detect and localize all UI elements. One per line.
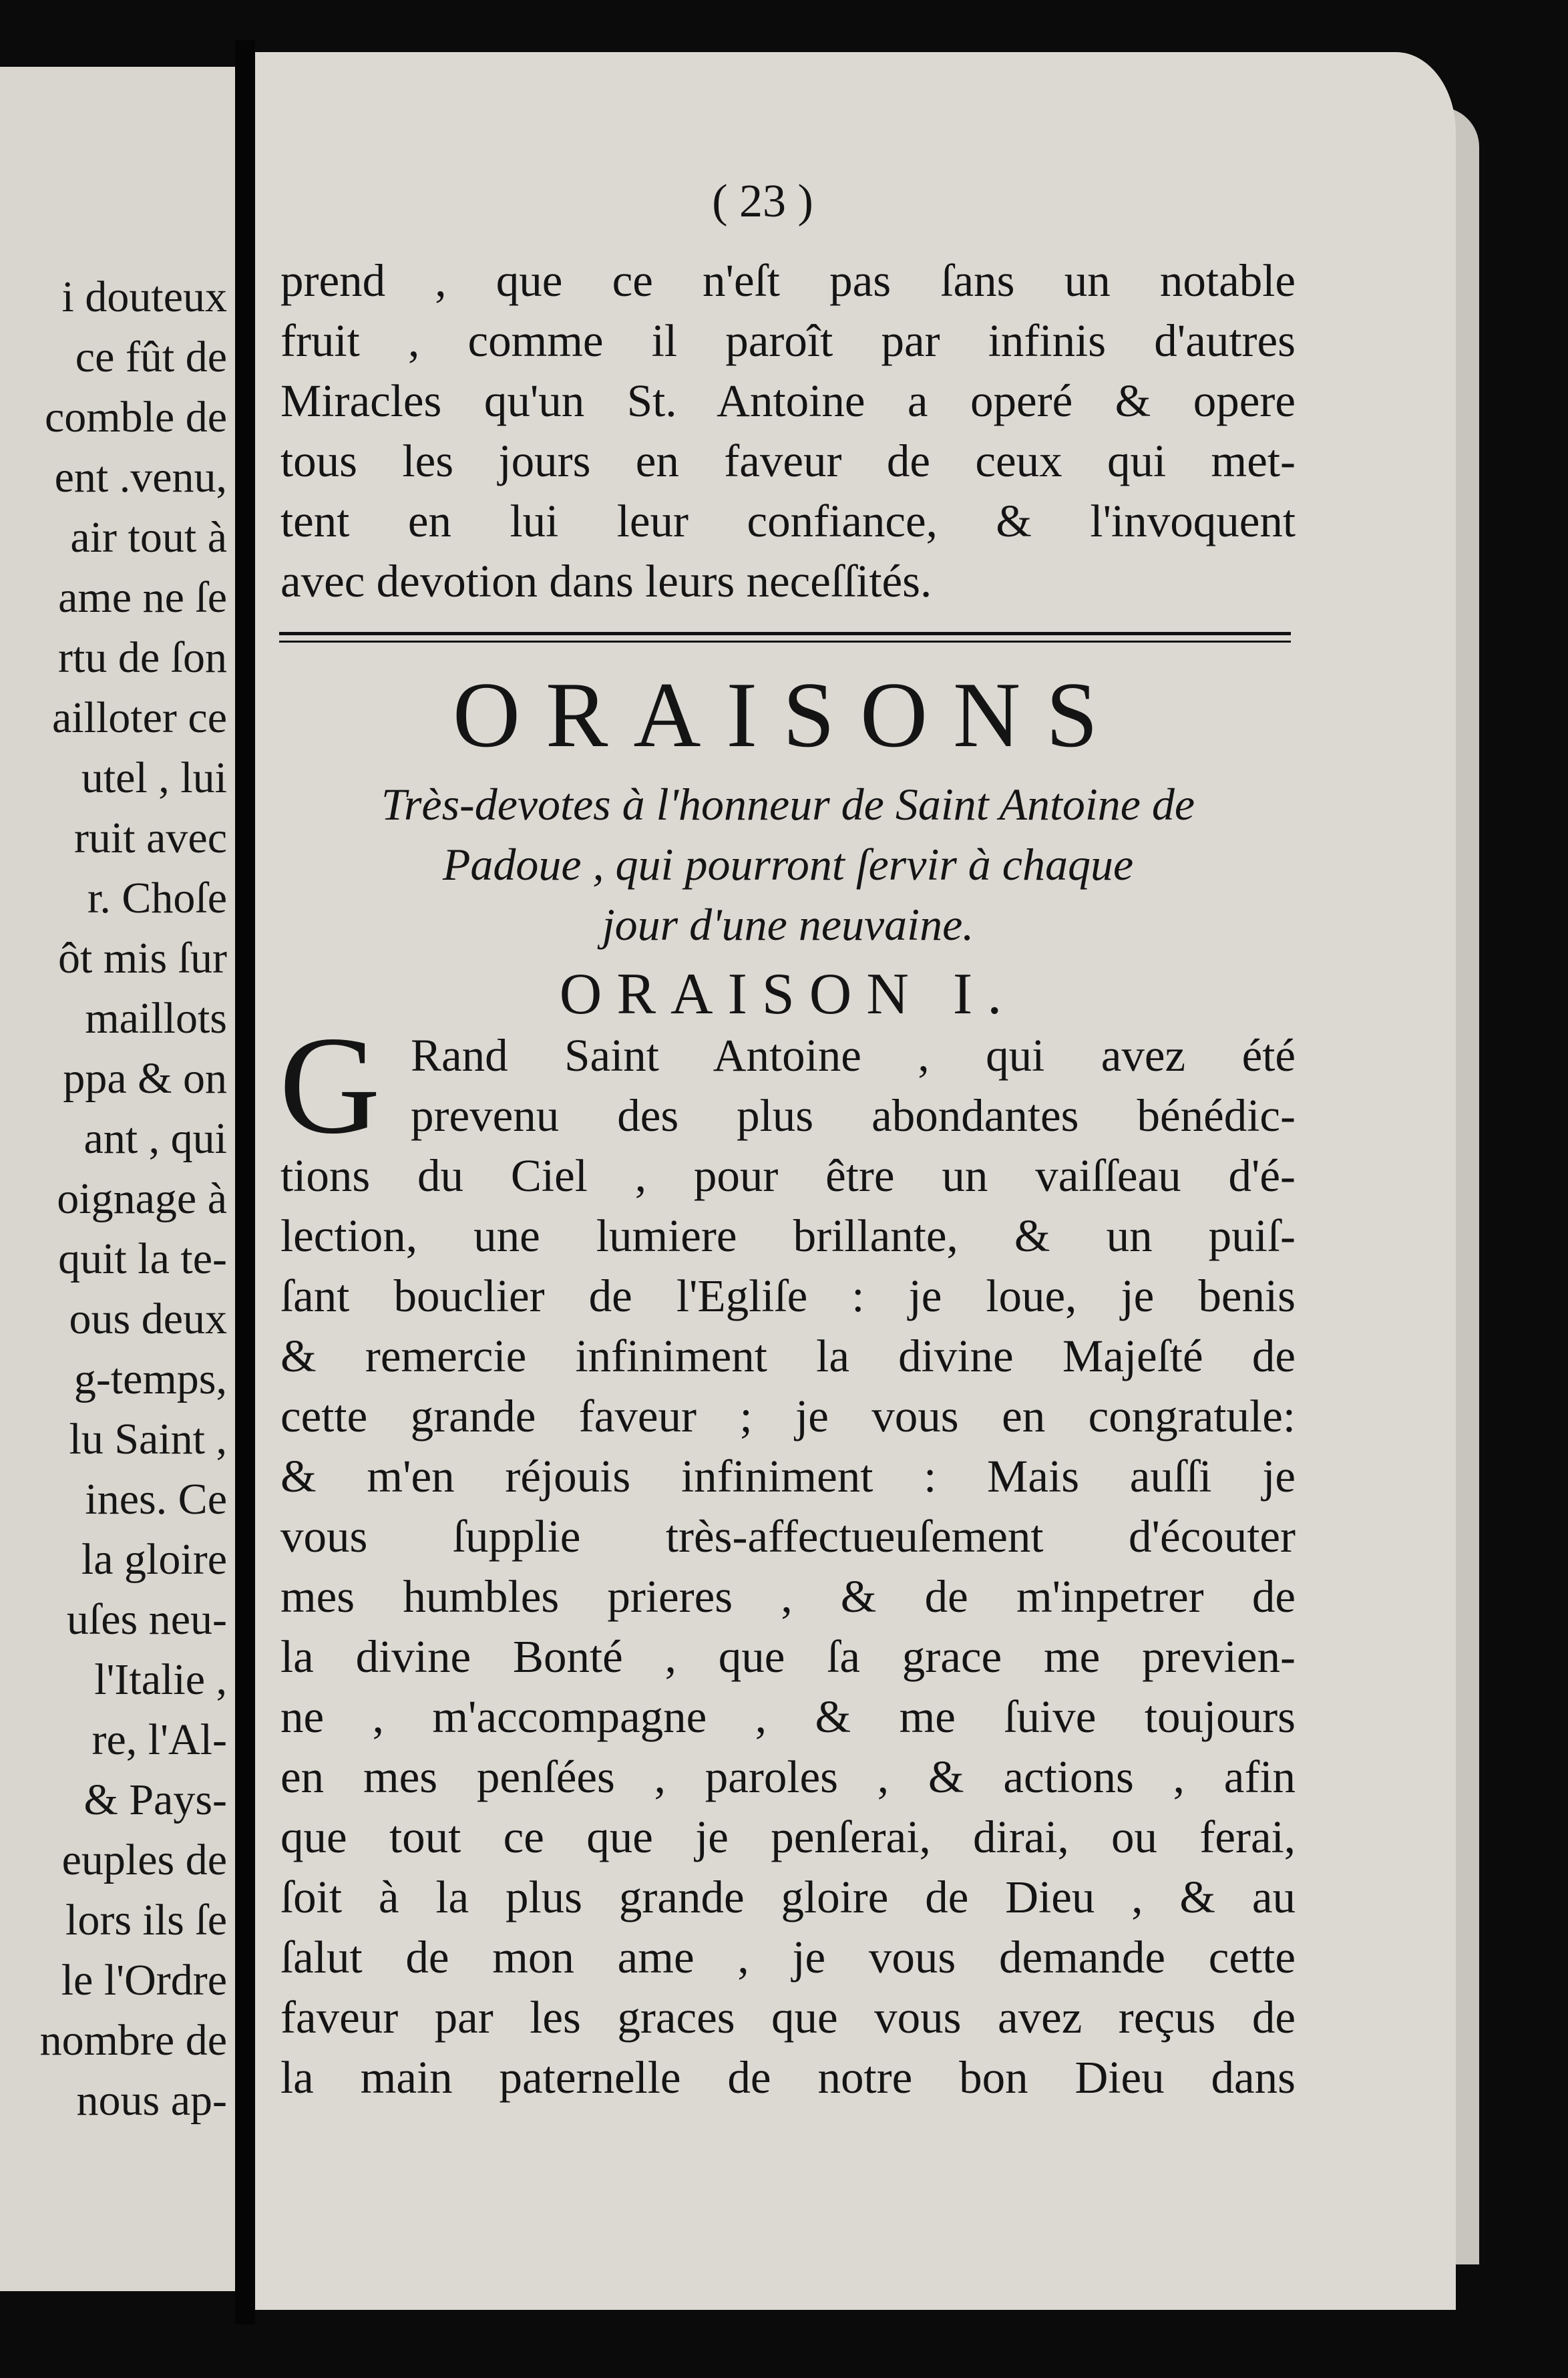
text-line: fruit , comme il paroît par infinis d'autres — [280, 315, 1296, 366]
left-page-line: ant , qui — [83, 1114, 227, 1163]
left-page-line: re, l'Al- — [91, 1715, 227, 1764]
text-line: avec devotion dans leurs neceſſités. — [280, 556, 932, 607]
drop-cap: G — [279, 1008, 381, 1163]
page-title: ORAISONS — [452, 663, 1124, 767]
page-number: ( 23 ) — [712, 176, 813, 227]
text-line: la divine Bonté , que ſa grace me previen- — [280, 1631, 1296, 1682]
text-line: lection, une lumiere brillante, & un puiſ- — [280, 1210, 1296, 1261]
text-line: tous les jours en faveur de ceux qui met- — [280, 436, 1296, 486]
left-page-line: l'Italie , — [94, 1655, 227, 1704]
left-page — [0, 67, 235, 2291]
left-page-line: comble de — [44, 393, 227, 442]
text-line: que tout ce que je penſerai, dirai, ou ferai, — [280, 1812, 1296, 1862]
section-heading: ORAISON I. — [559, 962, 1017, 1027]
left-page-line: euples de — [61, 1836, 227, 1884]
text-line: Miracles qu'un St. Antoine a operé & opere — [280, 375, 1296, 426]
text-line: mes humbles prieres , & de m'inpetrer de — [280, 1571, 1296, 1622]
text-line: ſoit à la plus grande gloire de Dieu , & au — [280, 1872, 1296, 1922]
left-page-line: ame ne ſe — [58, 573, 227, 622]
left-page-line: uſes neu- — [66, 1595, 227, 1644]
text-line: faveur par les graces que vous avez reçus de — [280, 1992, 1296, 2043]
text-line: prevenu des plus abondantes bénédic- — [411, 1090, 1296, 1141]
text-line: la main paternelle de notre bon Dieu dans — [280, 2052, 1296, 2103]
left-page-line: ôt mis ſur — [57, 934, 227, 983]
text-line: ſant bouclier de l'Egliſe : je loue, je benis — [280, 1270, 1296, 1321]
left-page-line: i douteux — [61, 273, 227, 321]
left-page-line: nombre de — [39, 2016, 227, 2065]
left-page-line: rtu de ſon — [58, 633, 227, 682]
left-page-line: g-temps, — [73, 1355, 227, 1403]
left-page-line: maillots — [85, 994, 227, 1043]
text-line: cette grande faveur ; je vous en congratule: — [280, 1391, 1296, 1441]
left-page-line: ce fût de — [75, 333, 227, 381]
left-page-line: ines. Ce — [85, 1475, 227, 1524]
left-page-line: & Pays- — [83, 1775, 227, 1824]
text-line: & m'en réjouis infiniment : Mais auſſi je — [280, 1451, 1296, 1502]
left-page-line: le l'Ordre — [61, 1956, 227, 2005]
left-page-line: la gloire — [81, 1535, 227, 1584]
text-line: & remercie infiniment la divine Majeſté de — [280, 1331, 1296, 1381]
subtitle-line: Très-devotes à l'honneur de Saint Antoine de — [381, 779, 1195, 830]
text-line: ne , m'accompagne , & me ſuive toujours — [280, 1691, 1296, 1742]
text-line: prend , que ce n'eſt pas ſans un notable — [280, 255, 1296, 306]
left-page-line: ppa & on — [63, 1054, 227, 1103]
left-page-line: lu Saint , — [69, 1415, 227, 1464]
left-page-line: ous deux — [69, 1295, 227, 1343]
subtitle-line: jour d'une neuvaine. — [602, 899, 974, 950]
subtitle-line: Padoue , qui pourront ſervir à chaque — [442, 839, 1134, 890]
text-line: vous ſupplie très-affectueuſement d'écouter — [280, 1511, 1296, 1562]
text-line: en mes penſées , paroles , & actions , afin — [280, 1751, 1296, 1802]
left-page-line: ruit avec — [73, 814, 227, 862]
text-line: ſalut de mon ame , je vous demande cette — [280, 1932, 1296, 1983]
left-page-line: lors ils ſe — [65, 1896, 227, 1944]
text-line: tions du Ciel , pour être un vaiſſeau d'é- — [280, 1150, 1296, 1201]
text-line: tent en lui leur confiance, & l'invoquent — [280, 496, 1296, 546]
text-line: Rand Saint Antoine , qui avez été — [411, 1030, 1296, 1081]
left-page-line: ent .venu, — [54, 453, 227, 502]
divider-rule — [279, 632, 1291, 643]
left-page-line: air tout à — [70, 513, 227, 562]
left-page-line: utel , lui — [81, 753, 227, 802]
left-page-line: ailloter ce — [51, 693, 227, 742]
book-gutter — [235, 40, 255, 2325]
left-page-line: oignage à — [57, 1174, 227, 1223]
left-page-line: nous ap- — [76, 2076, 227, 2125]
left-page-line: quit la te- — [58, 1234, 227, 1283]
left-page-line: r. Choſe — [87, 874, 227, 922]
